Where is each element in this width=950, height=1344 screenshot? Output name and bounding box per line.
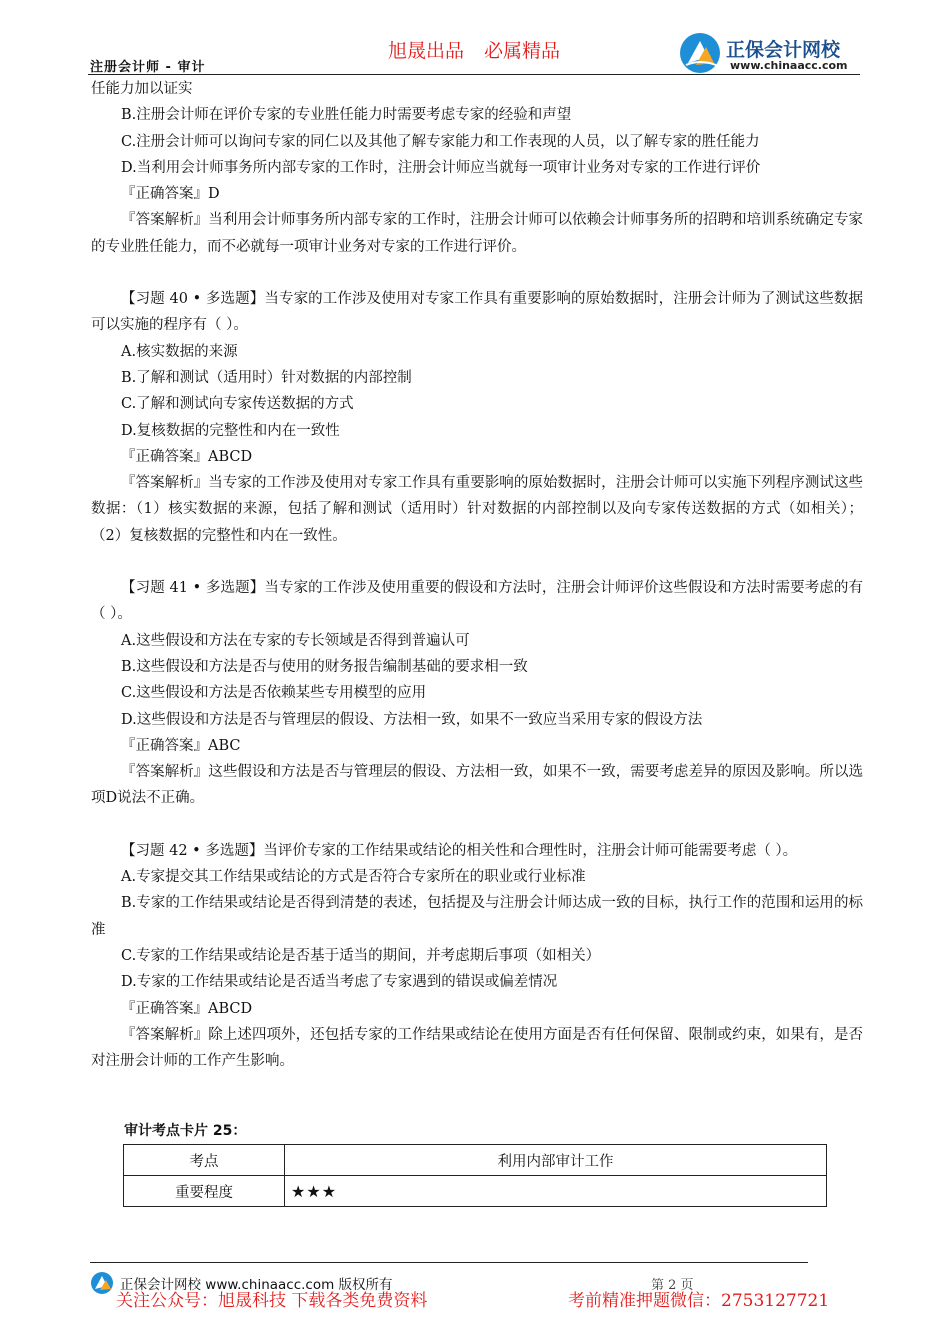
brand-logo-url: www.chinaacc.com (730, 59, 848, 72)
body-paragraph: D.这些假设和方法是否与管理层的假设、方法相一致，如果不一致应当采用专家的假设方法 (121, 711, 703, 728)
table-row (124, 1145, 827, 1176)
document-title: 注册会计师 - 审计 (90, 60, 206, 75)
body-paragraph: 『答案解析』当专家的工作涉及使用对专家工作具有重要影响的原始数据时，注册会计师可以实施下列程序测试这些数据：（1）核实数据的来源，包括了解和测试（适用时）针对数据的内部控制以及向专家传送数据的方式（如相关）；（2）复核数据的完整性和内在一致性。 (91, 475, 863, 544)
document-body (91, 76, 863, 1074)
paragraph-gap (91, 549, 863, 575)
body-paragraph: B.了解和测试（适用时）针对数据的内部控制 (121, 369, 412, 386)
brand-logo-name: 正保会计网校 (726, 39, 841, 61)
body-paragraph: 【习题 42 • 多选题】当评价专家的工作结果或结论的相关性和合理性时，注册会计师可能需要考虑（ ）。 (121, 842, 798, 859)
footer-divider (90, 1262, 808, 1263)
footer-promo-right: 考前精准押题微信：2753127721 (568, 1291, 830, 1311)
paragraph-gap (91, 260, 863, 286)
body-paragraph: 『正确答案』ABCD (121, 448, 253, 465)
body-paragraph: D.复核数据的完整性和内在一致性 (121, 422, 340, 439)
body-paragraph: A.这些假设和方法在专家的专长领域是否得到普遍认可 (121, 632, 470, 649)
importance-stars: ★★★ (285, 1176, 827, 1207)
body-paragraph: 『答案解析』这些假设和方法是否与管理层的假设、方法相一致，如果不一致，需要考虑差异的原因及影响。所以选项D说法不正确。 (91, 764, 863, 807)
body-paragraph: 『正确答案』ABC (121, 737, 241, 754)
footer-promo-left: 关注公众号：旭晟科技 下载各类免费资料 (116, 1291, 428, 1311)
table-cell-value: 利用内部审计工作 (285, 1145, 827, 1176)
body-paragraph: B.这些假设和方法是否与使用的财务报告编制基础的要求相一致 (121, 658, 528, 675)
body-paragraph: C.注册会计师可以询问专家的同仁以及其他了解专家能力和工作表现的人员，以了解专家的胜任能力 (121, 133, 760, 150)
table-cell-label: 考点 (124, 1145, 285, 1176)
paragraph-gap (91, 812, 863, 838)
body-paragraph: C.专家的工作结果或结论是否基于适当的期间，并考虑期后事项（如相关） (121, 947, 601, 964)
body-paragraph: B.专家的工作结果或结论是否得到清楚的表述，包括提及与注册会计师达成一致的目标，执行工作的范围和运用的标准 (91, 895, 863, 938)
body-paragraph: A.专家提交其工作结果或结论的方式是否符合专家所在的职业或行业标准 (121, 869, 586, 886)
header-slogan: 旭晟出品 必属精品 (388, 40, 561, 62)
body-paragraph: B.注册会计师在评价专家的专业胜任能力时需要考虑专家的经验和声望 (121, 107, 572, 124)
body-paragraph: 『正确答案』ABCD (121, 1000, 253, 1017)
brand-logo-icon (678, 31, 724, 77)
footer-logo-icon (90, 1271, 118, 1295)
table-cell-label: 重要程度 (124, 1176, 285, 1207)
page-number: 第 2 页 (651, 1278, 694, 1293)
body-paragraph: 【习题 41 • 多选题】当专家的工作涉及使用重要的假设和方法时，注册会计师评价这些假设和方法时需要考虑的有（ ）。 (91, 580, 863, 623)
body-paragraph: 【习题 40 • 多选题】当专家的工作涉及使用对专家工作具有重要影响的原始数据时，注册会计师为了测试这些数据可以实施的程序有（ ）。 (91, 291, 863, 334)
footer-copyright: 正保会计网校 www.chinaacc.com 版权所有 (120, 1277, 393, 1293)
body-paragraph: 『正确答案』D (121, 186, 220, 203)
body-paragraph: D.专家的工作结果或结论是否适当考虑了专家遇到的错误或偏差情况 (121, 974, 558, 991)
body-paragraph: C.了解和测试向专家传送数据的方式 (121, 396, 354, 413)
card-title: 审计考点卡片 25： (124, 1123, 247, 1139)
brand-logo (678, 31, 868, 77)
body-paragraph: A.核实数据的来源 (121, 343, 238, 360)
table-row (124, 1176, 827, 1207)
header-divider (88, 74, 860, 75)
body-paragraph: C.这些假设和方法是否依赖某些专用模型的应用 (121, 685, 427, 702)
body-paragraph: 『答案解析』除上述四项外，还包括专家的工作结果或结论在使用方面是否有任何保留、限制或约束，如果有，是否对注册会计师的工作产生影响。 (91, 1026, 863, 1070)
body-paragraph: 『答案解析』当利用会计师事务所内部专家的工作时，注册会计师可以依赖会计师事务所的招聘和培训系统确定专家的专业胜任能力，而不必就每一项审计业务对专家的工作进行评价。 (91, 212, 863, 255)
body-paragraph: 任能力加以证实 (91, 81, 193, 97)
body-paragraph: D.当利用会计师事务所内部专家的工作时，注册会计师应当就每一项审计业务对专家的工作进行评价 (121, 159, 761, 176)
knowledge-card-table (123, 1144, 827, 1207)
